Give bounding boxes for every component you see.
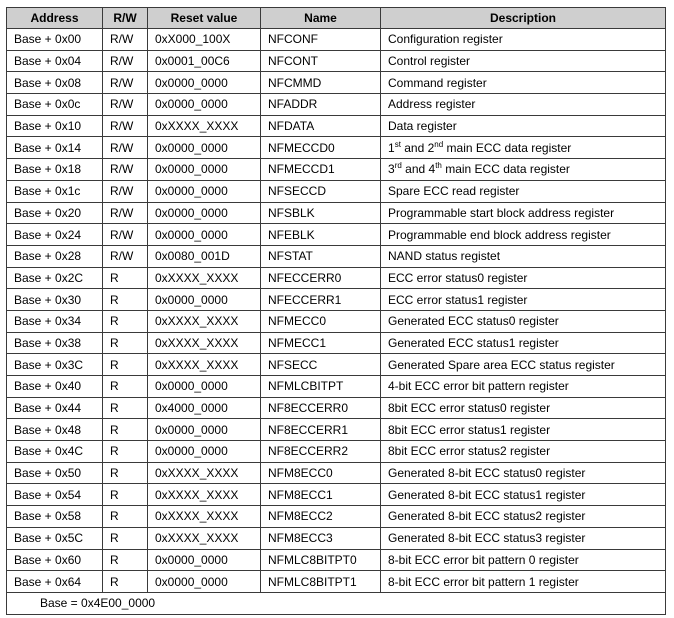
cell-rw: R (103, 506, 148, 528)
cell-description: Programmable start block address register (381, 202, 666, 224)
cell-description: Generated ECC status1 register (381, 332, 666, 354)
cell-register-name: NFECCERR1 (261, 289, 381, 311)
description-text: main ECC data register (443, 140, 572, 155)
cell-register-name: NFM8ECC1 (261, 484, 381, 506)
header-description: Description (381, 8, 666, 29)
cell-register-name: NFM8ECC3 (261, 527, 381, 549)
cell-description: 8-bit ECC error bit pattern 0 register (381, 549, 666, 571)
description-text: 1 (388, 140, 395, 155)
cell-register-name: NFMECC0 (261, 310, 381, 332)
header-address: Address (7, 8, 103, 29)
cell-address: Base + 0x54 (7, 484, 103, 506)
table-row (7, 354, 666, 376)
cell-reset-value: 0x0000_0000 (148, 180, 261, 202)
cell-reset-value: 0x0000_0000 (148, 202, 261, 224)
cell-description: Generated 8-bit ECC status0 register (381, 462, 666, 484)
table-row (7, 484, 666, 506)
cell-address: Base + 0x64 (7, 571, 103, 593)
cell-reset-value: 0x0000_0000 (148, 137, 261, 159)
cell-reset-value: 0xXXXX_XXXX (148, 267, 261, 289)
cell-address: Base + 0x4C (7, 441, 103, 463)
cell-address: Base + 0x1c (7, 180, 103, 202)
cell-rw: R (103, 549, 148, 571)
cell-reset-value: 0x0000_0000 (148, 419, 261, 441)
cell-reset-value: 0x0000_0000 (148, 376, 261, 398)
superscript-text: nd (434, 139, 444, 149)
cell-address: Base + 0x60 (7, 549, 103, 571)
header-row (7, 8, 666, 29)
cell-reset-value: 0xXXXX_XXXX (148, 527, 261, 549)
cell-rw: R (103, 462, 148, 484)
cell-rw: R/W (103, 137, 148, 159)
table-header (7, 8, 666, 29)
cell-description: 8-bit ECC error bit pattern 1 register (381, 571, 666, 593)
table-row (7, 289, 666, 311)
cell-description: NAND status registet (381, 245, 666, 267)
cell-address: Base + 0x44 (7, 397, 103, 419)
cell-register-name: NFADDR (261, 94, 381, 116)
cell-address: Base + 0x50 (7, 462, 103, 484)
description-text: and 4 (401, 162, 436, 177)
cell-address: Base + 0x24 (7, 224, 103, 246)
cell-rw: R/W (103, 159, 148, 181)
base-address-note: Base = 0x4E00_0000 (7, 592, 666, 614)
cell-rw: R/W (103, 245, 148, 267)
cell-register-name: NFMECCD0 (261, 137, 381, 159)
cell-description (381, 159, 666, 181)
cell-rw: R/W (103, 29, 148, 51)
table-row (7, 94, 666, 116)
cell-address: Base + 0x18 (7, 159, 103, 181)
cell-address: Base + 0x0c (7, 94, 103, 116)
table-row (7, 202, 666, 224)
superscript-text: th (435, 161, 442, 171)
cell-rw: R (103, 571, 148, 593)
register-table (6, 7, 666, 615)
table-body (7, 29, 666, 593)
cell-reset-value: 0x0000_0000 (148, 549, 261, 571)
cell-address: Base + 0x5C (7, 527, 103, 549)
cell-reset-value: 0xXXXX_XXXX (148, 332, 261, 354)
cell-reset-value: 0x0000_0000 (148, 441, 261, 463)
cell-reset-value: 0xX000_100X (148, 29, 261, 51)
cell-description: ECC error status0 register (381, 267, 666, 289)
table-footer (7, 592, 666, 614)
superscript-text: st (394, 139, 401, 149)
cell-address: Base + 0x10 (7, 115, 103, 137)
cell-reset-value: 0x0080_001D (148, 245, 261, 267)
cell-description: ECC error status1 register (381, 289, 666, 311)
cell-register-name: NFM8ECC0 (261, 462, 381, 484)
cell-register-name: NFDATA (261, 115, 381, 137)
cell-rw: R/W (103, 115, 148, 137)
cell-rw: R (103, 397, 148, 419)
cell-reset-value: 0xXXXX_XXXX (148, 484, 261, 506)
cell-register-name: NF8ECCERR2 (261, 441, 381, 463)
table-row (7, 527, 666, 549)
cell-rw: R/W (103, 224, 148, 246)
cell-description: Generated 8-bit ECC status2 register (381, 506, 666, 528)
cell-register-name: NFEBLK (261, 224, 381, 246)
table-row (7, 115, 666, 137)
cell-rw: R (103, 484, 148, 506)
cell-address: Base + 0x30 (7, 289, 103, 311)
cell-address: Base + 0x58 (7, 506, 103, 528)
cell-address: Base + 0x28 (7, 245, 103, 267)
cell-description: Spare ECC read register (381, 180, 666, 202)
table-row (7, 72, 666, 94)
cell-register-name: NF8ECCERR1 (261, 419, 381, 441)
description-text: main ECC data register (441, 162, 570, 177)
cell-address: Base + 0x08 (7, 72, 103, 94)
table-row (7, 159, 666, 181)
cell-reset-value: 0x0000_0000 (148, 289, 261, 311)
table-row (7, 419, 666, 441)
cell-rw: R (103, 332, 148, 354)
cell-register-name: NFSBLK (261, 202, 381, 224)
header-rw: R/W (103, 8, 148, 29)
cell-rw: R/W (103, 94, 148, 116)
table-row (7, 506, 666, 528)
table-row (7, 137, 666, 159)
footer-row (7, 592, 666, 614)
cell-description: 8bit ECC error status0 register (381, 397, 666, 419)
cell-register-name: NFMLCBITPT (261, 376, 381, 398)
cell-rw: R (103, 376, 148, 398)
cell-address: Base + 0x20 (7, 202, 103, 224)
cell-description: Command register (381, 72, 666, 94)
table-row (7, 571, 666, 593)
cell-register-name: NFECCERR0 (261, 267, 381, 289)
cell-rw: R (103, 354, 148, 376)
cell-reset-value: 0x0000_0000 (148, 72, 261, 94)
description-text: 3 (388, 162, 395, 177)
cell-reset-value: 0xXXXX_XXXX (148, 354, 261, 376)
table-row (7, 245, 666, 267)
cell-description: 8bit ECC error status1 register (381, 419, 666, 441)
header-name: Name (261, 8, 381, 29)
cell-rw: R (103, 419, 148, 441)
cell-description: Generated 8-bit ECC status3 register (381, 527, 666, 549)
cell-reset-value: 0x0000_0000 (148, 224, 261, 246)
table-row (7, 332, 666, 354)
table-row (7, 397, 666, 419)
table-row (7, 50, 666, 72)
cell-reset-value: 0x4000_0000 (148, 397, 261, 419)
description-text: and 2 (400, 140, 435, 155)
cell-rw: R/W (103, 50, 148, 72)
cell-address: Base + 0x14 (7, 137, 103, 159)
cell-description (381, 137, 666, 159)
table-row (7, 462, 666, 484)
header-reset-value: Reset value (148, 8, 261, 29)
cell-description: Programmable end block address register (381, 224, 666, 246)
cell-description: 8bit ECC error status2 register (381, 441, 666, 463)
cell-description: Generated 8-bit ECC status1 register (381, 484, 666, 506)
cell-reset-value: 0x0000_0000 (148, 571, 261, 593)
cell-register-name: NFM8ECC2 (261, 506, 381, 528)
cell-rw: R (103, 289, 148, 311)
cell-address: Base + 0x40 (7, 376, 103, 398)
cell-register-name: NFCMMD (261, 72, 381, 94)
cell-reset-value: 0xXXXX_XXXX (148, 310, 261, 332)
cell-description: Control register (381, 50, 666, 72)
cell-rw: R/W (103, 202, 148, 224)
table-row (7, 441, 666, 463)
cell-register-name: NFMLC8BITPT1 (261, 571, 381, 593)
cell-description: Address register (381, 94, 666, 116)
cell-description: Data register (381, 115, 666, 137)
table-row (7, 549, 666, 571)
superscript-text: rd (394, 161, 402, 171)
cell-address: Base + 0x38 (7, 332, 103, 354)
cell-reset-value: 0xXXXX_XXXX (148, 506, 261, 528)
cell-rw: R (103, 441, 148, 463)
cell-address: Base + 0x3C (7, 354, 103, 376)
cell-description: Configuration register (381, 29, 666, 51)
table-row (7, 310, 666, 332)
cell-reset-value: 0x0000_0000 (148, 159, 261, 181)
cell-description: Generated Spare area ECC status register (381, 354, 666, 376)
cell-reset-value: 0xXXXX_XXXX (148, 115, 261, 137)
cell-register-name: NFCONF (261, 29, 381, 51)
cell-reset-value: 0xXXXX_XXXX (148, 462, 261, 484)
cell-register-name: NFSECC (261, 354, 381, 376)
cell-register-name: NF8ECCERR0 (261, 397, 381, 419)
cell-rw: R/W (103, 180, 148, 202)
cell-description: 4-bit ECC error bit pattern register (381, 376, 666, 398)
cell-rw: R (103, 310, 148, 332)
cell-address: Base + 0x00 (7, 29, 103, 51)
cell-address: Base + 0x04 (7, 50, 103, 72)
cell-address: Base + 0x2C (7, 267, 103, 289)
cell-register-name: NFMECC1 (261, 332, 381, 354)
cell-reset-value: 0x0001_00C6 (148, 50, 261, 72)
table-row (7, 376, 666, 398)
cell-register-name: NFMLC8BITPT0 (261, 549, 381, 571)
cell-register-name: NFCONT (261, 50, 381, 72)
cell-address: Base + 0x34 (7, 310, 103, 332)
cell-rw: R (103, 527, 148, 549)
cell-rw: R (103, 267, 148, 289)
cell-rw: R/W (103, 72, 148, 94)
cell-register-name: NFSECCD (261, 180, 381, 202)
table-row (7, 180, 666, 202)
table-row (7, 224, 666, 246)
cell-description: Generated ECC status0 register (381, 310, 666, 332)
table-row (7, 29, 666, 51)
cell-address: Base + 0x48 (7, 419, 103, 441)
table-row (7, 267, 666, 289)
cell-register-name: NFSTAT (261, 245, 381, 267)
cell-reset-value: 0x0000_0000 (148, 94, 261, 116)
cell-register-name: NFMECCD1 (261, 159, 381, 181)
